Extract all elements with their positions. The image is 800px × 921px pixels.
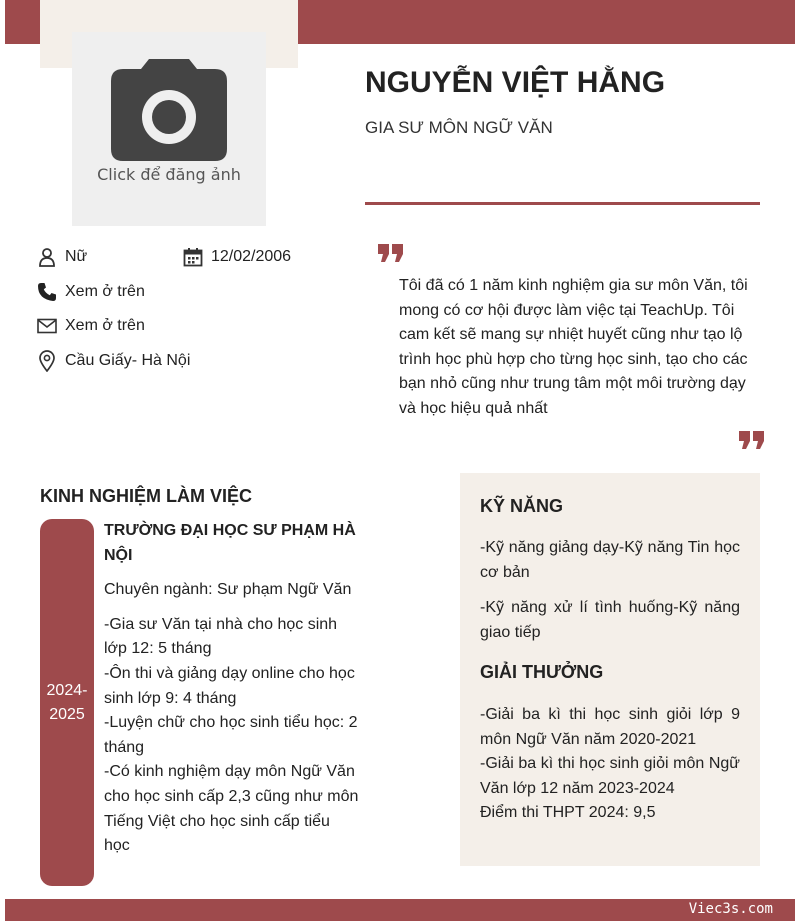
phone-icon xyxy=(36,281,58,303)
address-value: Cầu Giấy- Hà Nội xyxy=(65,352,191,369)
quote-close-icon xyxy=(739,431,765,451)
award-item: -Giải ba kì thi học sinh giỏi lớp 9 môn Ngữ Văn năm 2020-2021 xyxy=(480,706,740,748)
skills-heading: KỸ NĂNG xyxy=(480,496,564,516)
job-title: GIA SƯ MÔN NGỮ VĂN xyxy=(365,118,553,137)
candidate-name: NGUYỄN VIỆT HẰNG xyxy=(365,66,666,99)
experience-entry xyxy=(104,519,359,859)
experience-period xyxy=(40,519,94,886)
person-icon xyxy=(36,246,58,268)
watermark: Viec3s.com xyxy=(688,901,773,917)
gender-value: Nữ xyxy=(65,248,88,265)
major: Chuyên ngành: Sư phạm Ngữ Văn xyxy=(104,581,352,599)
email-value: Xem ở trên xyxy=(65,317,145,334)
mail-icon xyxy=(36,315,58,337)
photo-caption: Click để đăng ảnh xyxy=(97,165,241,184)
info-phone xyxy=(36,281,145,303)
camera-icon xyxy=(111,59,227,161)
skill-item: -Kỹ năng xử lí tình huống-Kỹ năng giao tiếp xyxy=(480,599,740,641)
bottom-accent-bar xyxy=(5,899,795,921)
awards-list xyxy=(480,703,740,826)
calendar-icon xyxy=(182,246,204,268)
duty-item: -Ôn thi và giảng dạy online cho học sinh lớp 9: 4 tháng xyxy=(104,664,355,707)
info-gender xyxy=(36,246,87,268)
quote-open-icon xyxy=(378,244,404,264)
career-summary: Tôi đã có 1 năm kinh nghiệm gia sư môn Văn, tôi mong có cơ hội được làm việc tại TeachUp. Tôi cam kết sẽ mang sự nhiệt huyết cũng như tạo lộ trình học phù hợp cho từng học sinh, tạo cho các bạn nhỏ cũng như trung tâm một môi trường dạy và học hiệu quả nhất xyxy=(399,277,748,417)
birthday-value: 12/02/2006 xyxy=(211,248,292,265)
period-text: 2024-2025 xyxy=(46,681,88,723)
info-email xyxy=(36,315,145,337)
award-item: -Giải ba kì thi học sinh giỏi môn Ngữ Văn lớp 12 năm 2023-2024 xyxy=(480,755,740,797)
phone-value: Xem ở trên xyxy=(65,283,145,300)
duty-item: -Luyện chữ cho học sinh tiểu học: 2 tháng xyxy=(104,714,358,756)
skill-item: -Kỹ năng giảng dạy-Kỹ năng Tin học cơ bản xyxy=(480,539,740,581)
location-pin-icon xyxy=(36,350,58,372)
award-item: Điểm thi THPT 2024: 9,5 xyxy=(480,804,656,822)
company-name: TRƯỜNG ĐẠI HỌC SƯ PHẠM HÀ NỘI xyxy=(104,522,356,564)
header-divider xyxy=(365,202,760,205)
duty-item: -Gia sư Văn tại nhà cho học sinh lớp 12: 5 tháng xyxy=(104,615,338,658)
info-address xyxy=(36,350,190,372)
duty-item: -Có kinh nghiệm dạy môn Ngữ Văn cho học sinh cấp 2,3 cũng như môn Tiếng Việt cho học sinh cấp tiểu học xyxy=(104,763,359,855)
info-birthday xyxy=(182,246,291,268)
photo-upload[interactable] xyxy=(72,32,266,226)
experience-heading: KINH NGHIỆM LÀM VIỆC xyxy=(40,486,253,506)
awards-heading: GIẢI THƯỞNG xyxy=(480,662,604,682)
